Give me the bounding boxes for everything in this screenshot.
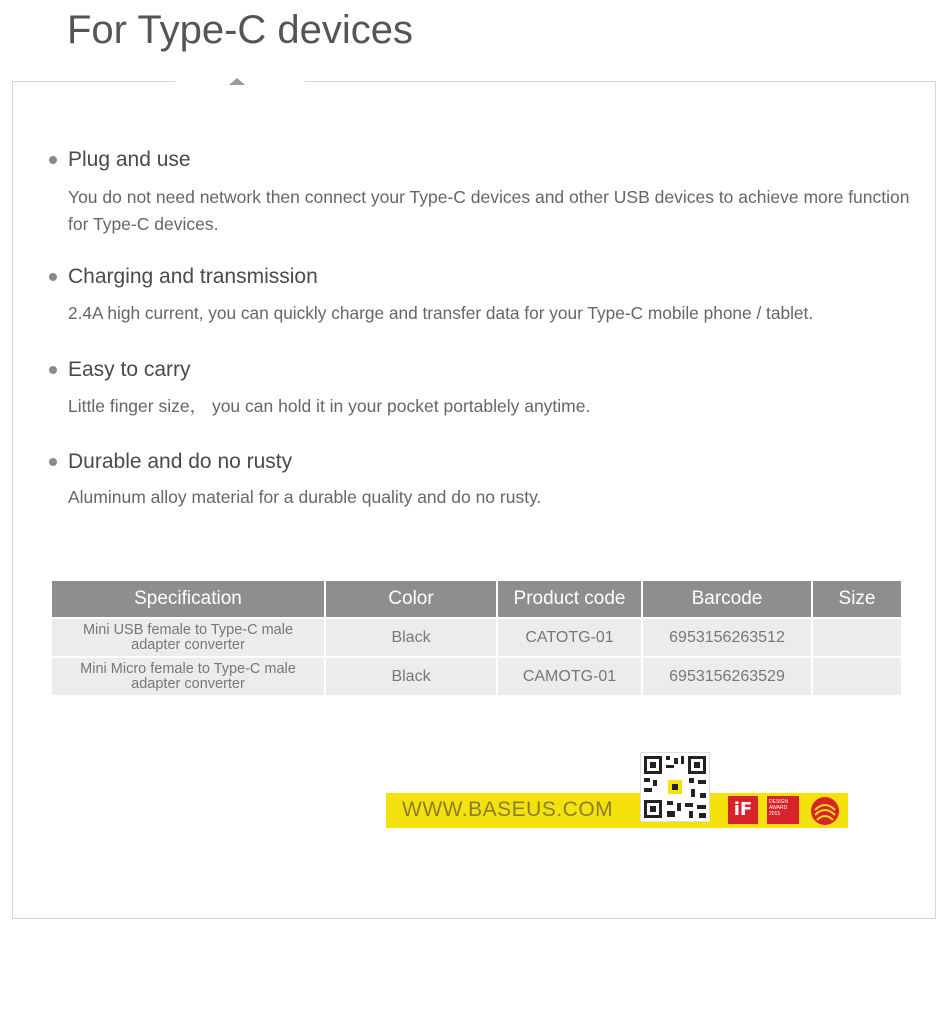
- feature-description: You do not need network then connect your Type-C devices and other USB devices to achieve more function for Type-C devices.: [68, 187, 910, 234]
- brand-strip: [386, 793, 848, 828]
- feature-heading: Easy to carry: [68, 358, 191, 381]
- page-title: For Type-C devices: [67, 8, 414, 52]
- feature-heading: Charging and transmission: [68, 265, 318, 288]
- header-specification: Specification: [52, 581, 324, 617]
- cell-specification: [52, 658, 324, 695]
- header-barcode: Barcode: [643, 581, 811, 617]
- award-text-line: 2015: [769, 811, 781, 817]
- cell-size: [813, 619, 901, 656]
- feature-heading: Durable and do no rusty: [68, 450, 293, 473]
- brand-url-link[interactable]: WWW.BASEUS.COM: [402, 798, 614, 821]
- header-product-code: Product code: [498, 581, 641, 617]
- bullet-icon: [49, 156, 57, 164]
- cell-product-code: CAMOTG-01: [498, 658, 641, 695]
- cell-barcode: 6953156263529: [643, 658, 811, 695]
- table-row: [52, 619, 901, 656]
- feature-description: Aluminum alloy material for a durable quality and do no rusty.: [68, 487, 542, 507]
- red-dot-award-icon: [809, 795, 841, 832]
- spec-line: adapter converter: [131, 636, 245, 653]
- cell-color: Black: [326, 658, 496, 695]
- table-row: [52, 658, 901, 695]
- spec-line: Mini USB female to Type-C male: [82, 621, 294, 638]
- bullet-icon: [49, 366, 57, 374]
- spec-table-header-row: [52, 581, 901, 617]
- bullet-icon: [49, 273, 57, 281]
- header-color: Color: [326, 581, 496, 617]
- feature-heading: Plug and use: [68, 148, 191, 171]
- spec-table: [50, 579, 903, 697]
- bullet-icon: [49, 458, 57, 466]
- cell-specification: [52, 619, 324, 656]
- content-panel: [12, 81, 936, 919]
- spec-line: adapter converter: [131, 675, 245, 692]
- if-award-logo: iF: [728, 796, 758, 824]
- cell-size: [813, 658, 901, 695]
- award-text-line: DESIGN: [769, 799, 789, 805]
- qr-code-icon: [640, 752, 710, 822]
- cell-product-code: CATOTG-01: [498, 619, 641, 656]
- feature-description: 2.4A high current, you can quickly charge and transfer data for your Type-C mobile phone / tablet.: [68, 303, 814, 323]
- cell-barcode: 6953156263512: [643, 619, 811, 656]
- award-text-line: AWARD: [769, 805, 788, 811]
- cell-color: Black: [326, 619, 496, 656]
- spec-line: Mini Micro female to Type-C male: [80, 660, 296, 677]
- panel-notch-arrow: [229, 78, 245, 85]
- header-size: Size: [813, 581, 901, 617]
- feature-description: Little finger size， you can hold it in your pocket portablely anytime.: [68, 396, 591, 416]
- design-award-badge: [767, 796, 799, 824]
